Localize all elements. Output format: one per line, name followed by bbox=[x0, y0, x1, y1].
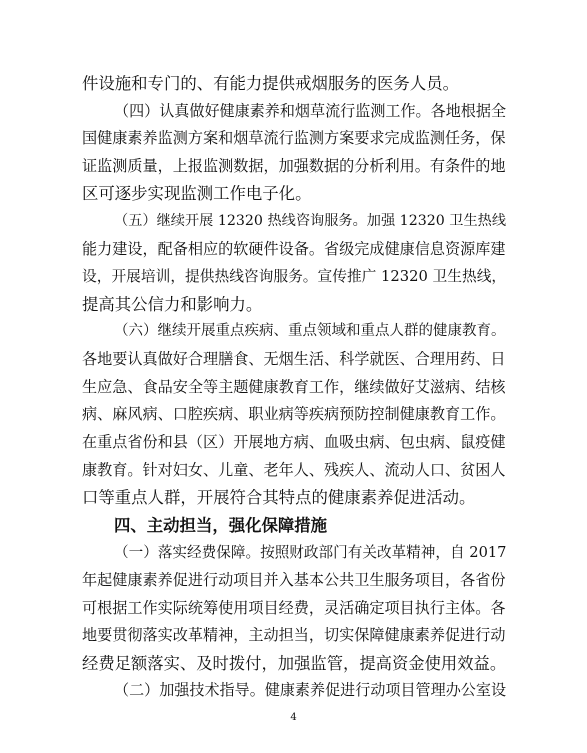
text-line: 在重点省份和县（区）开展地方病、血吸虫病、包虫病、鼠疫健 bbox=[82, 432, 506, 451]
text-line: （二）加强技术指导。健康素养促进行动项目管理办公室设 bbox=[114, 681, 507, 700]
text-line: 各地要认真做好合理膳食、无烟生活、科学就医、合理用药、日 bbox=[82, 350, 506, 369]
text-line: 经费足额落实、及时拨付，加强监管，提高资金使用效益。 bbox=[82, 653, 507, 673]
text-line: 可根据工作实际统筹使用项目经费，灵活确定项目执行主体。各 bbox=[82, 598, 506, 617]
text-line: （一）落实经费保障。按照财政部门有关改革精神，自 2017 bbox=[114, 544, 507, 562]
text-line: 地要贯彻落实改革精神，主动担当，切实保障健康素养促进行动 bbox=[82, 626, 506, 645]
text-line: 证监测质量，上报监测数据，加强数据的分析利用。有条件的地 bbox=[82, 156, 506, 175]
text-line: （六）继续开展重点疾病、重点领域和重点人群的健康教育。 bbox=[114, 323, 506, 340]
text-line: 康教育。针对妇女、儿童、老年人、残疾人、流动人口、贫困人 bbox=[82, 460, 506, 479]
page-number: 4 bbox=[290, 712, 297, 723]
text-line: 设，开展培训，提供热线咨询服务。宣传推广 12320 卫生热线， bbox=[82, 268, 507, 286]
text-line: （五）继续开展 12320 热线咨询服务。加强 12320 卫生热线 bbox=[114, 213, 507, 230]
text-line: 生应急、食品安全等主题健康教育工作，继续做好艾滋病、结核 bbox=[82, 377, 506, 396]
section-heading: 四、主动担当，强化保障措施 bbox=[114, 515, 328, 535]
text-line: 提高其公信力和影响力。 bbox=[82, 294, 263, 314]
text-line: 件设施和专门的、有能力提供戒烟服务的医务人员。 bbox=[82, 74, 459, 93]
text-line: 病、麻风病、口腔疾病、职业病等疾病预防控制健康教育工作。 bbox=[82, 405, 506, 424]
text-line: 区可逐步实现监测工作电子化。 bbox=[82, 184, 312, 204]
text-line: 国健康素养监测方案和烟草流行监测方案要求完成监测任务，保 bbox=[82, 129, 506, 148]
text-line: 能力建设，配备相应的软硬件设备。省级完成健康信息资源库建 bbox=[82, 239, 506, 258]
text-line: 年起健康素养促进行动项目并入基本公共卫生服务项目，各省份 bbox=[82, 570, 506, 589]
text-line: （四）认真做好健康素养和烟草流行监测工作。各地根据全 bbox=[114, 101, 507, 120]
text-line: 口等重点人群，开展符合其特点的健康素养促进活动。 bbox=[82, 488, 476, 508]
